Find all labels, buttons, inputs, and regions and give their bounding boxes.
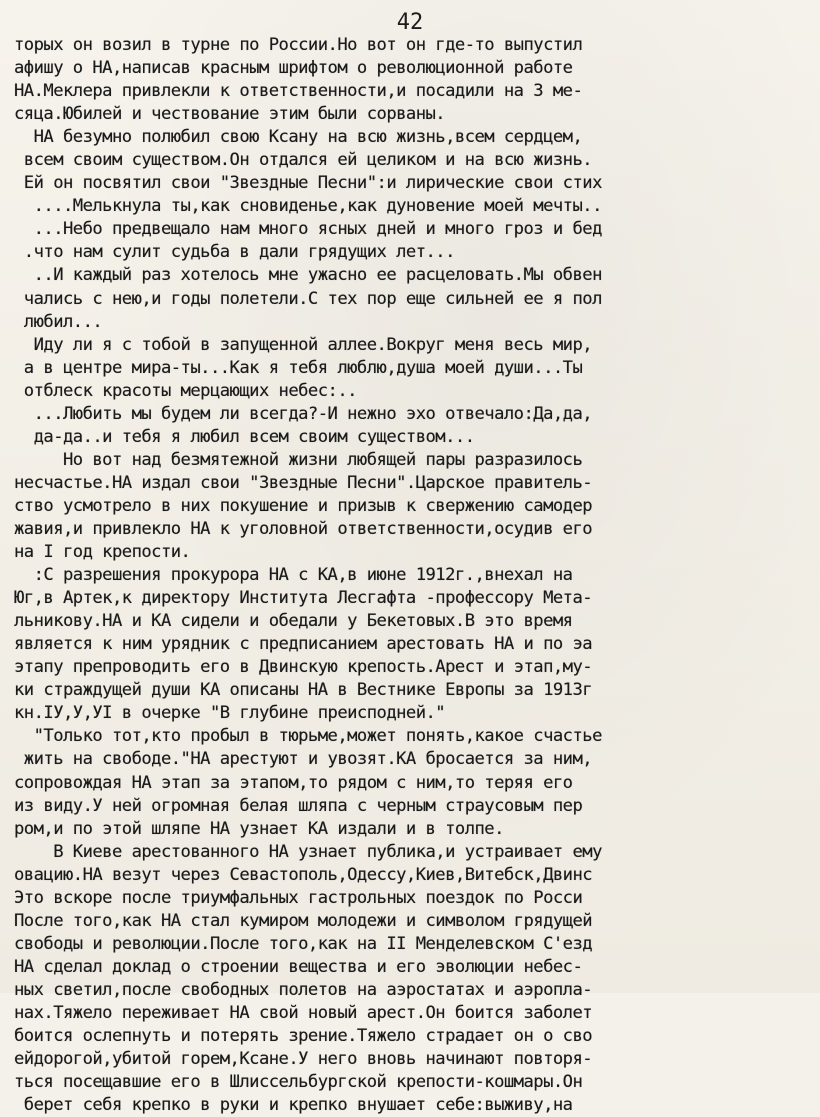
text-line: Это вскоре после триумфальных гастрольных поездок по Росси: [14, 887, 583, 908]
text-line: кн.IУ,У,УI в очерке "В глубине преисподней.": [14, 703, 446, 724]
page-number: 42: [396, 10, 424, 35]
text-line: из виду.У ней огромная белая шляпа с черным страусовым пер: [14, 795, 583, 816]
text-line: чались с нею,и годы полетели.С тех пор еще сильней ее я пол: [14, 288, 602, 309]
text-line: жить на свободе."НА арестуют и увозят.КА бросается за ним,: [14, 749, 593, 770]
text-line: сопровождая НА этап за этапом,то рядом с ним,то теряя его: [14, 772, 573, 793]
text-line: на I год крепости.: [14, 542, 191, 563]
text-line: В Киеве арестованного НА узнает публика,и устраивает ему: [14, 841, 602, 862]
text-line: После того,как НА стал кумиром молодежи и символом грядущей: [14, 910, 593, 931]
text-line: овацию.НА везут через Севастополь,Одессу,Киев,Витебск,Двинс: [14, 864, 593, 885]
text-line: ....Мелькнула ты,как сновиденье,как дуновение моей мечты..: [14, 196, 602, 217]
text-line: "Только тот,кто пробыл в тюрьме,может понять,какое счастье: [14, 726, 602, 747]
text-line: Иду ли я с тобой в запущенной аллее.Вокруг меня весь мир,: [14, 334, 593, 355]
text-line: свободы и революции.После того,как на II Менделевском С'езд: [14, 933, 593, 954]
text-line: НА сделал доклад о строении вещества и его эволюции небес-: [14, 956, 583, 977]
text-line: отблеск красоты мерцающих небес:..: [14, 380, 357, 401]
text-line: этапу препроводить его в Двинскую крепость.Арест и этап,му-: [14, 657, 593, 678]
text-line: Но вот над безмятежной жизни любящей пары разразилось: [14, 449, 583, 470]
text-line: всем своим существом.Он отдался ей целиком и на всю жизнь.: [14, 150, 593, 171]
text-line: а в центре мира-ты...Как я тебя люблю,душа моей души...Ты: [14, 357, 583, 378]
text-line: НА.Меклера привлекли к ответственности,и посадили на 3 ме-: [14, 81, 583, 102]
text-line: афишу о НА,написав красным шрифтом о революционной работе: [14, 58, 573, 79]
text-line: жавия,и привлекло НА к уголовной ответственности,осудив его: [14, 518, 593, 539]
text-line: берет себя крепко в руки и крепко внушает себе:выживу,на: [14, 1095, 573, 1116]
text-line: ных светил,после свободных полетов на аэростатах и аэропла-: [14, 979, 593, 1000]
text-line: нах.Тяжело переживает НА свой новый арест.Он боится заболет: [14, 1002, 593, 1023]
text-line: ки страждущей души КА описаны НА в Вестнике Европы за 1913г: [14, 680, 593, 701]
text-line: льникову.НА и КА сидели и обедали у Бекетовых.В это время: [14, 611, 573, 632]
text-line: ство усмотрело в них покушение и призыв к свержению самодер: [14, 495, 593, 516]
text-line: ейдорогой,убитой горем,Ксане.У него вновь начинают повторя-: [14, 1049, 593, 1070]
text-line: торых он возил в турне по России.Но вот он где-то выпустил: [14, 35, 583, 55]
text-line: да-да..и тебя я любил всем своим существом...: [14, 426, 475, 447]
text-line: ...Любить мы будем ли всегда?-И нежно эхо отвечало:Да,да,: [14, 403, 593, 424]
text-line: сяца.Юбилей и чествование этим были сорваны.: [14, 104, 446, 125]
text-line: любил...: [14, 311, 103, 332]
text-line: ..И каждый раз хотелось мне ужасно ее расцеловать.Мы обвен: [14, 265, 602, 286]
text-line: Юг,в Артек,к директору Института Лесгафта -профессору Мета-: [14, 588, 593, 609]
text-line: боится ослепнуть и потерять зрение.Тяжело страдает он о сво: [14, 1026, 593, 1047]
text-line: ...Небо предвещало нам много ясных дней и много гроз и бед: [14, 219, 602, 240]
text-line: :С разрешения прокурора НА с КА,в июне 1912г.,внехал на: [14, 565, 573, 586]
typed-text-body: [14, 34, 812, 1117]
text-line: ться посещавшие его в Шлиссельбургской крепости-кошмары.Он: [14, 1072, 583, 1093]
text-line: НА безумно полюбил свою Ксану на всю жизнь,всем сердцем,: [14, 127, 583, 148]
text-line: несчастье.НА издал свои "Звездные Песни".Царское правитель-: [14, 472, 593, 493]
text-line: Ей он посвятил свои "Звездные Песни":и лирические свои стих: [14, 173, 602, 194]
text-line: .что нам сулит судьба в дали грядущих лет...: [14, 242, 455, 263]
text-line: является к ним урядник с предписанием арестовать НА и по эа: [14, 634, 593, 655]
text-line: ром,и по этой шляпе НА узнает КА издали и в толпе.: [14, 818, 504, 839]
